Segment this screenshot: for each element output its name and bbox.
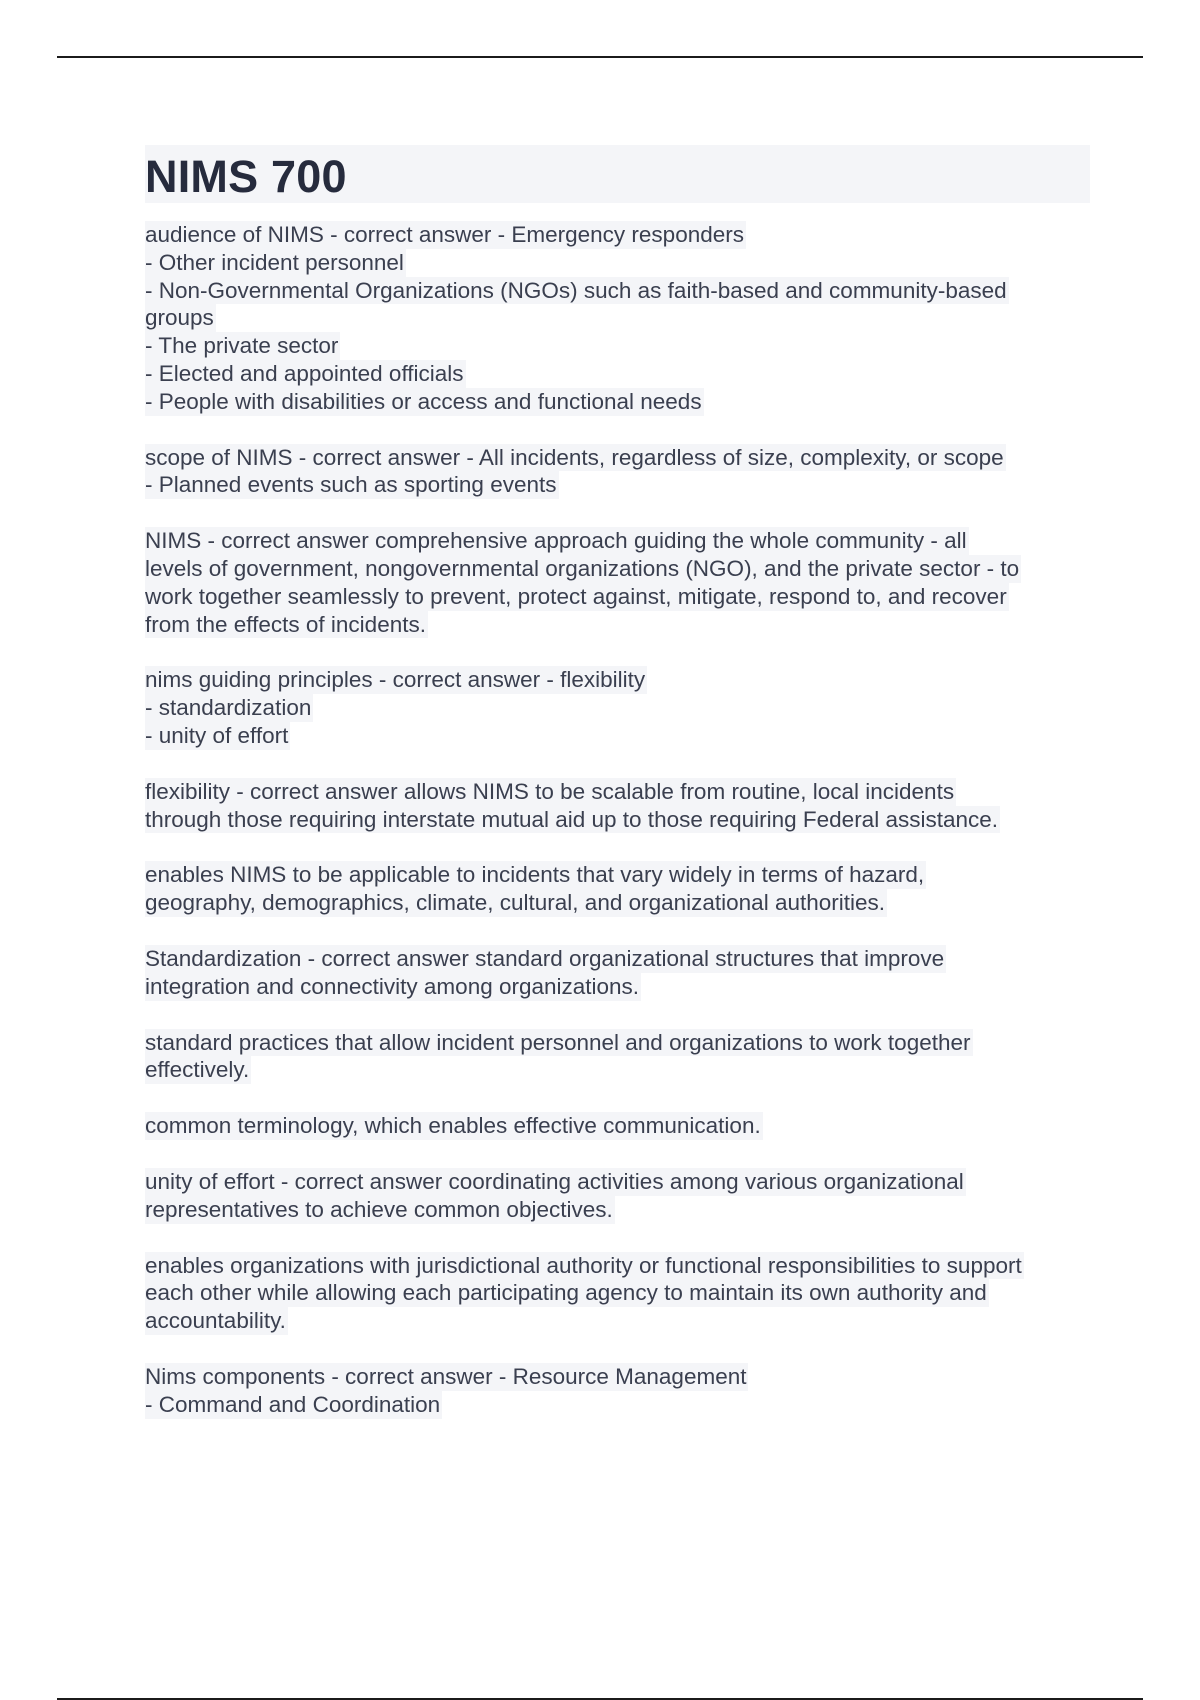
text-line: levels of government, nongovernmental organizations (NGO), and the private sector - to: [145, 555, 1020, 581]
text-line: scope of NIMS - correct answer - All incidents, regardless of size, complexity, or scope: [145, 444, 1004, 470]
text-line: geography, demographics, climate, cultural, and organizational authorities.: [145, 890, 886, 916]
text-line: common terminology, which enables effective communication.: [145, 1113, 761, 1139]
text-line: - unity of effort: [145, 722, 289, 748]
entry-guiding-principles: [145, 666, 1090, 749]
text-line: integration and connectivity among organizations.: [145, 973, 640, 999]
entry-standard-practices: [145, 1029, 1090, 1085]
text-line: through those requiring interstate mutual aid up to those requiring Federal assistance.: [145, 806, 999, 832]
top-rule: [57, 56, 1143, 58]
document-body: [145, 145, 1090, 1447]
text-line: - Non-Governmental Organizations (NGOs) such as faith-based and community-based: [145, 277, 1007, 303]
text-line: - Planned events such as sporting events: [145, 472, 557, 498]
text-line: NIMS - correct answer comprehensive approach guiding the whole community - all: [145, 528, 967, 554]
text-line: accountability.: [145, 1308, 286, 1334]
entry-unity-support: [145, 1252, 1090, 1335]
entry-scope: [145, 444, 1090, 500]
text-line: from the effects of incidents.: [145, 611, 426, 637]
text-line: effectively.: [145, 1057, 250, 1083]
text-line: - Elected and appointed officials: [145, 360, 464, 386]
text-line: representatives to achieve common objectives.: [145, 1196, 613, 1222]
text-line: Nims components - correct answer - Resource Management: [145, 1363, 747, 1389]
text-line: - standardization: [145, 695, 312, 721]
text-line: enables organizations with jurisdictional authority or functional responsibilities to support: [145, 1252, 1022, 1278]
text-line: - Other incident personnel: [145, 249, 404, 275]
entry-standardization: [145, 945, 1090, 1001]
entry-flexibility-applicable: [145, 861, 1090, 917]
text-line: - The private sector: [145, 333, 339, 359]
text-line: - People with disabilities or access and functional needs: [145, 388, 702, 414]
entry-audience: [145, 221, 1090, 416]
entry-nims: [145, 527, 1090, 638]
text-line: unity of effort - correct answer coordinating activities among various organizational: [145, 1168, 964, 1194]
text-line: groups: [145, 305, 214, 331]
text-line: nims guiding principles - correct answer - flexibility: [145, 667, 646, 693]
text-line: enables NIMS to be applicable to incidents that vary widely in terms of hazard,: [145, 862, 925, 888]
text-line: standard practices that allow incident personnel and organizations to work together: [145, 1029, 971, 1055]
text-line: audience of NIMS - correct answer - Emergency responders: [145, 222, 744, 247]
text-line: - Command and Coordination: [145, 1391, 441, 1417]
entry-unity-of-effort: [145, 1168, 1090, 1224]
entry-flexibility: [145, 778, 1090, 834]
text-line: work together seamlessly to prevent, protect against, mitigate, respond to, and recover: [145, 583, 1007, 609]
title-bar: [145, 145, 1090, 203]
document-title: NIMS 700: [145, 150, 347, 202]
entry-common-terminology: [145, 1112, 1090, 1140]
text-line: flexibility - correct answer allows NIMS to be scalable from routine, local incidents: [145, 778, 955, 804]
text-line: each other while allowing each participating agency to maintain its own authority and: [145, 1280, 987, 1306]
text-line: Standardization - correct answer standard organizational structures that improve: [145, 945, 945, 971]
entry-components: [145, 1363, 1090, 1419]
